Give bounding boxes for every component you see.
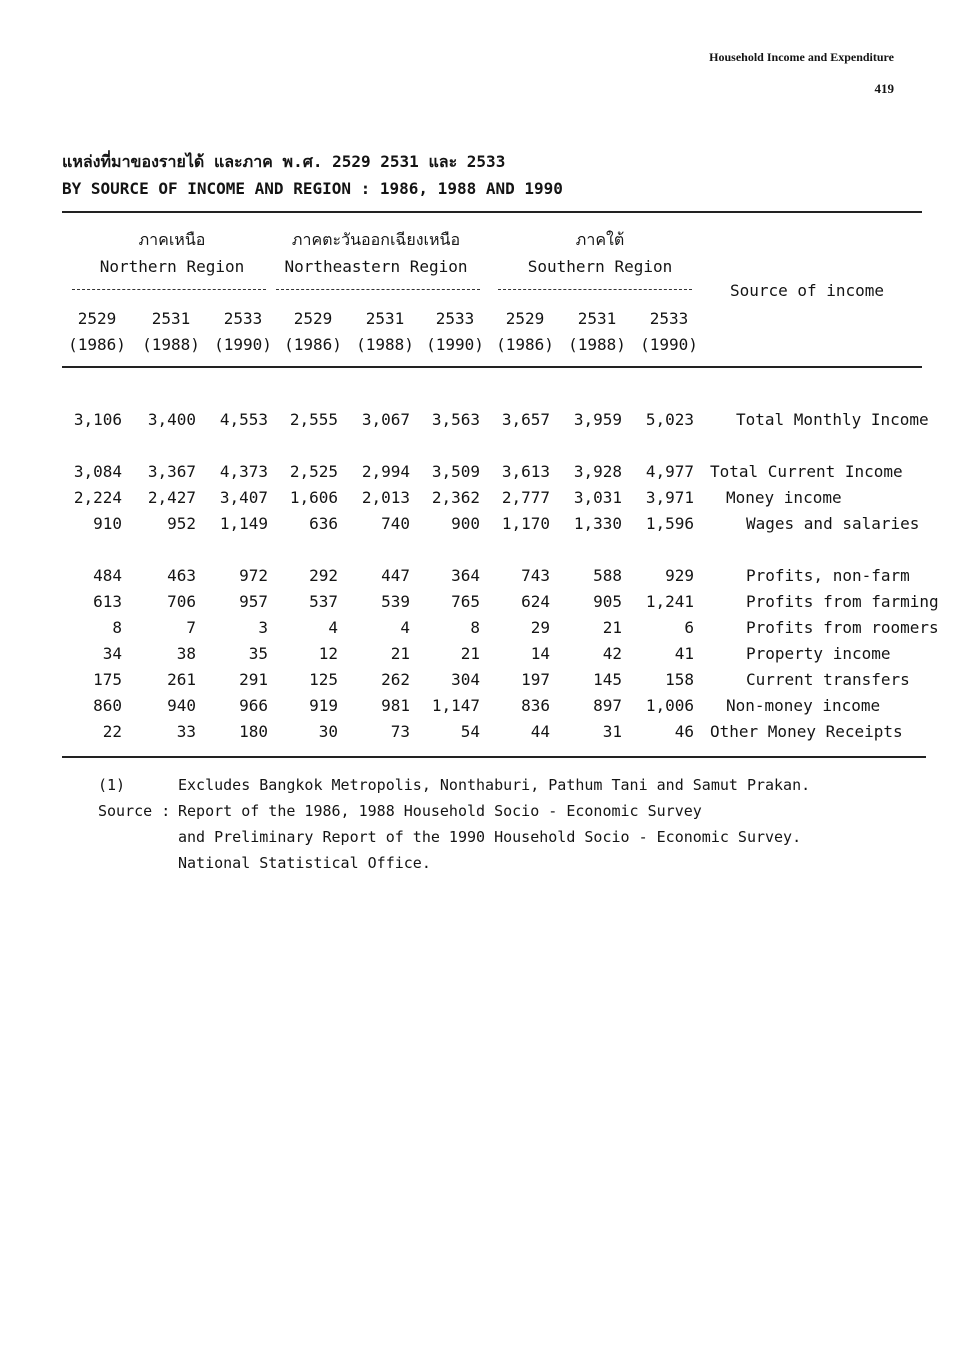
year-header-cell: 2531 (1988) — [142, 309, 200, 354]
table-cell: 3,084 — [73, 462, 122, 481]
table-cell: 484 — [93, 566, 122, 585]
table-cell: 919 — [309, 696, 338, 715]
table-cell: 3,509 — [431, 462, 480, 481]
row-label: Non-money income — [726, 696, 881, 715]
table-cell: 364 — [451, 566, 480, 585]
source-note: Source : Report of the 1986, 1988 Household Socio - Economic Survey — [98, 802, 702, 820]
table-cell: 1,006 — [645, 696, 694, 715]
table-cell: 706 — [167, 592, 196, 611]
table-cell: 42 — [602, 644, 622, 663]
table-cell: 1,149 — [219, 514, 268, 533]
table-cell: 957 — [239, 592, 268, 611]
region-header-southern: ภาคใต้ Southern Region — [527, 230, 673, 276]
table-cell: 537 — [309, 592, 338, 611]
table-cell: 972 — [239, 566, 268, 585]
table-cell: 3,959 — [573, 410, 622, 429]
table-cell: 180 — [239, 722, 268, 741]
table-cell: 981 — [381, 696, 410, 715]
table-cell: 145 — [593, 670, 622, 689]
table-cell: 158 — [665, 670, 694, 689]
region-divider-northeastern — [276, 289, 480, 290]
table-cell: 21 — [390, 644, 410, 663]
table-cell: 929 — [665, 566, 694, 585]
table-cell: 2,777 — [501, 488, 550, 507]
table-cell: 3,031 — [573, 488, 622, 507]
table-cell: 7 — [186, 618, 196, 637]
table-cell: 125 — [309, 670, 338, 689]
year-header-cell: 2531 (1988) — [568, 309, 626, 354]
table-cell: 613 — [93, 592, 122, 611]
row-label: Total Current Income — [710, 462, 903, 481]
title-thai: แหล่งที่มาของรายได้ และภาค พ.ศ. 2529 2531 และ 2533 — [62, 152, 506, 171]
table-cell: 46 — [674, 722, 694, 741]
table-cell: 3,367 — [147, 462, 196, 481]
header-bottom-rule — [62, 366, 922, 368]
table-cell: 539 — [381, 592, 410, 611]
table-cell: 38 — [176, 644, 196, 663]
table-cell: 900 — [451, 514, 480, 533]
table-cell: 940 — [167, 696, 196, 715]
table-cell: 3,106 — [73, 410, 122, 429]
year-header-cell: 2529 (1986) — [496, 309, 554, 354]
table-cell: 5,023 — [645, 410, 694, 429]
table-cell: 33 — [176, 722, 196, 741]
page-number: 419 — [874, 81, 894, 96]
table-cell: 12 — [318, 644, 338, 663]
year-header-cell: 2533 (1990) — [214, 309, 272, 354]
row-label: Profits from farming — [746, 592, 939, 611]
year-header-cell: 2531 (1988) — [356, 309, 414, 354]
table-cell: 3,971 — [645, 488, 694, 507]
table-cell: 29 — [530, 618, 550, 637]
table-cell: 2,224 — [73, 488, 122, 507]
table-cell: 966 — [239, 696, 268, 715]
row-label: Profits, non-farm — [746, 566, 910, 585]
table-cell: 291 — [239, 670, 268, 689]
table-cell: 636 — [309, 514, 338, 533]
table-cell: 588 — [593, 566, 622, 585]
region-header-northern: ภาคเหนือ Northern Region — [99, 230, 245, 276]
year-header-cell: 2529 (1986) — [284, 309, 342, 354]
source-line-2: and Preliminary Report of the 1990 Household Socio - Economic Survey. — [178, 828, 802, 846]
table-cell: 463 — [167, 566, 196, 585]
table-notes — [98, 772, 810, 876]
table-cell: 197 — [521, 670, 550, 689]
table-cell: 2,994 — [361, 462, 410, 481]
table-cell: 6 — [684, 618, 694, 637]
table-cell: 4,977 — [645, 462, 694, 481]
table-cell: 14 — [530, 644, 550, 663]
bottom-rule — [62, 756, 926, 758]
table-cell: 624 — [521, 592, 550, 611]
table-cell: 261 — [167, 670, 196, 689]
table-cell: 3,657 — [501, 410, 550, 429]
table-cell: 4 — [400, 618, 410, 637]
region-divider-southern — [498, 289, 692, 290]
table-cell: 4,553 — [219, 410, 268, 429]
table-cell: 262 — [381, 670, 410, 689]
source-line-3: National Statistical Office. — [178, 854, 431, 872]
table-cell: 44 — [530, 722, 550, 741]
table-cell: 3,067 — [361, 410, 410, 429]
region-header-northeastern: ภาคตะวันออกเฉียงเหนือ Northeastern Region — [284, 230, 468, 276]
region-divider-northern — [72, 289, 266, 290]
table-cell: 836 — [521, 696, 550, 715]
row-label: Money income — [726, 488, 842, 507]
table-cell: 743 — [521, 566, 550, 585]
table-cell: 34 — [102, 644, 122, 663]
table-cell: 8 — [112, 618, 122, 637]
table-cell: 2,525 — [289, 462, 338, 481]
row-label: Total Monthly Income — [736, 410, 929, 429]
table-cell: 2,555 — [289, 410, 338, 429]
table-cell: 304 — [451, 670, 480, 689]
table-cell: 740 — [381, 514, 410, 533]
running-title: Household Income and Expenditure — [709, 50, 894, 64]
table-cell: 73 — [390, 722, 410, 741]
table-cell: 175 — [93, 670, 122, 689]
table-cell: 765 — [451, 592, 480, 611]
table-cell: 3 — [258, 618, 268, 637]
row-label: Wages and salaries — [746, 514, 920, 533]
table-title — [62, 148, 563, 202]
table-cell: 910 — [93, 514, 122, 533]
table-cell: 3,400 — [147, 410, 196, 429]
row-label: Property income — [746, 644, 891, 663]
table-cell: 21 — [460, 644, 480, 663]
table-cell: 3,407 — [219, 488, 268, 507]
table-cell: 1,147 — [431, 696, 480, 715]
title-english: BY SOURCE OF INCOME AND REGION : 1986, 1988 AND 1990 — [62, 179, 563, 198]
row-label: Profits from roomers — [746, 618, 939, 637]
source-of-income-header: Source of income — [729, 281, 885, 300]
table-cell: 952 — [167, 514, 196, 533]
table-cell: 3,613 — [501, 462, 550, 481]
row-label: Other Money Receipts — [710, 722, 903, 741]
table-cell: 30 — [318, 722, 338, 741]
table-cell: 35 — [248, 644, 268, 663]
table-cell: 3,563 — [431, 410, 480, 429]
table-cell: 905 — [593, 592, 622, 611]
table-cell: 1,170 — [501, 514, 550, 533]
footnote-1: (1) Excludes Bangkok Metropolis, Nonthaburi, Pathum Tani and Samut Prakan. — [98, 776, 811, 794]
table-cell: 1,606 — [289, 488, 338, 507]
year-header-cell: 2529 (1986) — [68, 309, 126, 354]
table-cell: 2,362 — [431, 488, 480, 507]
table-cell: 2,013 — [361, 488, 410, 507]
table-cell: 897 — [593, 696, 622, 715]
year-header-cell: 2533 (1990) — [640, 309, 698, 354]
top-rule — [62, 211, 922, 213]
table-cell: 1,330 — [573, 514, 622, 533]
table-cell: 31 — [602, 722, 622, 741]
table-cell: 4 — [328, 618, 338, 637]
table-cell: 4,373 — [219, 462, 268, 481]
table-cell: 41 — [674, 644, 694, 663]
row-label: Current transfers — [746, 670, 910, 689]
table-cell: 8 — [470, 618, 480, 637]
table-cell: 860 — [93, 696, 122, 715]
table-cell: 54 — [460, 722, 480, 741]
running-header — [709, 50, 894, 97]
year-header-cell: 2533 (1990) — [426, 309, 484, 354]
table-cell: 1,241 — [645, 592, 694, 611]
table-cell: 22 — [102, 722, 122, 741]
table-cell: 447 — [381, 566, 410, 585]
table-cell: 292 — [309, 566, 338, 585]
table-cell: 2,427 — [147, 488, 196, 507]
table-cell: 3,928 — [573, 462, 622, 481]
table-cell: 1,596 — [645, 514, 694, 533]
table-cell: 21 — [602, 618, 622, 637]
